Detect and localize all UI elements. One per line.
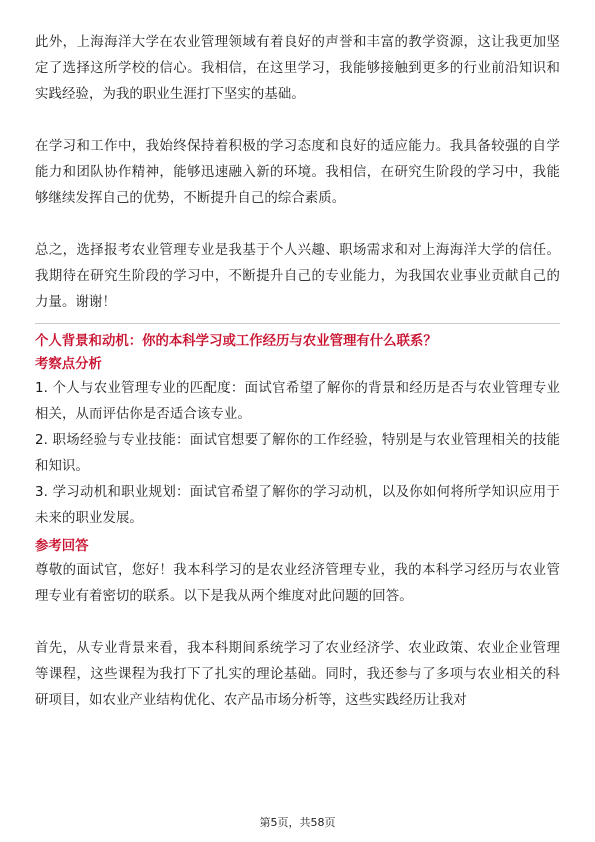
answer-heading: 参考回答 <box>35 539 89 554</box>
intro-paragraph-1: 此外，上海海洋大学在农业管理领域有着良好的声誉和丰富的教学资源，这让我更加坚定了选择这所学校的信心。我相信，在这里学习，我能够接触到更多的行业前沿知识和实践经验，为我的职业生涯打下坚实的基础。 <box>35 35 560 102</box>
intro-paragraph-3: 总之，选择报考农业管理专业是我基于个人兴趣、职场需求和对上海海洋大学的信任。我期待在研究生阶段的学习中，不断提升自己的专业能力，为我国农业事业贡献自己的力量。谢谢！ <box>35 243 560 310</box>
question-title: 个人背景和动机：你的本科学习或工作经历与农业管理有什么联系？ <box>35 334 437 349</box>
intro-paragraph-2: 在学习和工作中，我始终保持着积极的学习态度和良好的适应能力。我具备较强的自学能力和团队协作精神，能够迅速融入新的环境。我相信，在研究生阶段的学习中，我能够继续发挥自己的优势，不断提升自己的综合素质。 <box>35 139 560 206</box>
analysis-point-3: 3. 学习动机和职业规划：面试官希望了解你的学习动机，以及你如何将所学知识应用于未来的职业发展。 <box>35 485 560 526</box>
answer-paragraph-1: 尊敬的面试官，您好！我本科学习的是农业经济管理专业，我的本科学习经历与农业管理专业有着密切的联系。以下是我从两个维度对此问题的回答。 <box>35 563 560 604</box>
section-divider <box>35 323 560 324</box>
analysis-point-2: 2. 职场经验与专业技能：面试官想要了解你的工作经验，特别是与农业管理相关的技能和知识。 <box>35 433 560 474</box>
answer-paragraph-2: 首先，从专业背景来看，我本科期间系统学习了农业经济学、农业政策、农业企业管理等课程，这些课程为我打下了扎实的理论基础。同时，我还参与了多项与农业相关的科研项目，如农业产业结构优化、农产品市场分析等，这些实践经历让我对 <box>35 641 560 708</box>
analysis-point-1: 1. 个人与农业管理专业的匹配度：面试官希望了解你的背景和经历是否与农业管理专业相关，从而评估你是否适合该专业。 <box>35 381 560 422</box>
page-number: 第5页，共58页 <box>259 816 336 829</box>
document-page <box>35 30 560 714</box>
analysis-heading: 考察点分析 <box>35 357 102 372</box>
